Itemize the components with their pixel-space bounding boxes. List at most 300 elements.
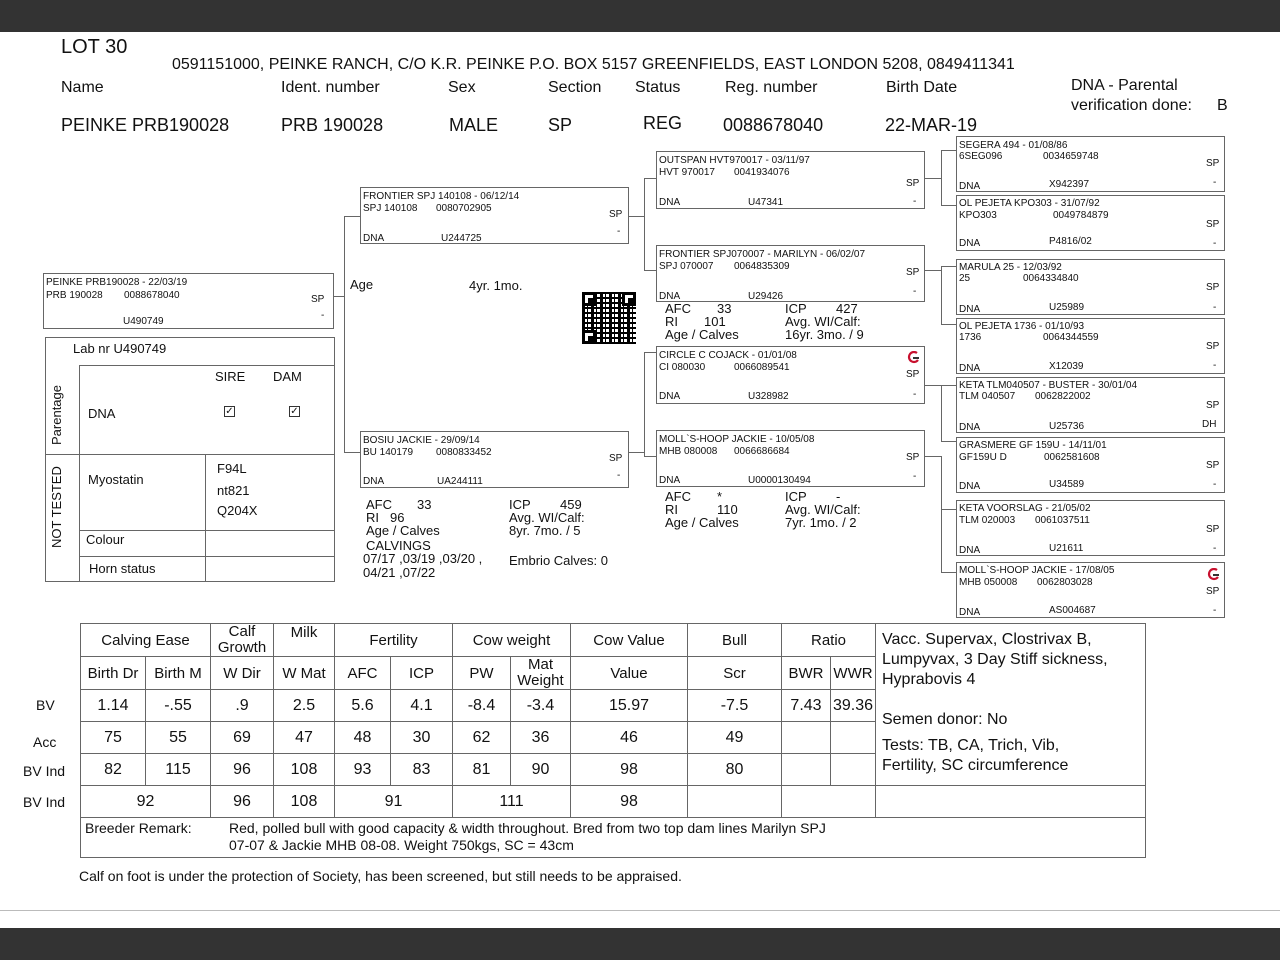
ggp-title: OL PEJETA 1736 - 01/10/93 — [959, 321, 1085, 332]
bv-cell: 15.97 — [571, 690, 688, 722]
th-weight: Weight — [517, 672, 564, 689]
connector — [941, 266, 956, 267]
bv-cell: 4.1 — [391, 690, 453, 722]
sd-afc-label: AFC — [665, 301, 691, 316]
bv-cell: -3.4 — [511, 690, 571, 722]
ggp-sp: SP — [1206, 586, 1220, 597]
th-calf: Calf — [228, 623, 256, 640]
divider — [79, 556, 335, 557]
ggp-dna: AS004687 — [1049, 605, 1096, 616]
bvind2-cell: 91 — [335, 786, 453, 818]
ggp-title: SEGERA 494 - 01/08/86 — [959, 140, 1068, 151]
dd-title: MOLL`S-HOOP JACKIE - 10/05/08 — [659, 434, 815, 445]
acc-cell: 55 — [146, 722, 211, 754]
ggp-reg: 0064344559 — [1043, 332, 1099, 343]
connector — [941, 324, 956, 325]
th-fertility: Fertility — [335, 624, 453, 657]
sire-dam-box — [656, 245, 925, 302]
sd-title: FRONTIER SPJ070007 - MARILYN - 06/02/07 — [659, 249, 866, 260]
sheet-divider — [0, 910, 1280, 911]
th-mat: Mat — [527, 656, 553, 673]
connector — [941, 441, 956, 442]
society-logo-icon — [907, 351, 920, 364]
acc-cell: 36 — [511, 722, 571, 754]
row-label-acc: Acc — [33, 734, 57, 750]
sd-icp-label: ICP — [785, 301, 807, 316]
header-dna-verified: verification done: — [1071, 97, 1192, 114]
th-milk: Milk — [274, 624, 335, 657]
connector — [941, 266, 942, 324]
ggp-id: 1736 — [959, 332, 982, 343]
dna-label: DNA — [88, 406, 116, 421]
bv-cell: -.55 — [146, 690, 211, 722]
ss-dna: U47341 — [748, 197, 784, 208]
bvind-cell: 83 — [391, 754, 453, 786]
bvind-cell: 115 — [146, 754, 211, 786]
tests-2: Fertility, SC circumference — [882, 757, 1069, 774]
sire-id: SPJ 140108 — [363, 203, 418, 214]
dd-ri-label: RI — [665, 502, 678, 517]
th-growth: Growth — [217, 639, 267, 656]
footer-note: Calf on foot is under the protection of Society, has been screened, but still needs to be appraised. — [79, 868, 682, 884]
th-afc: AFC — [335, 657, 391, 690]
dam-dam-box — [656, 430, 925, 487]
subject-id: PRB 190028 — [46, 290, 103, 301]
bvind2-cell: 111 — [453, 786, 571, 818]
ggp-dna-label: DNA — [959, 363, 981, 374]
dam-title: BOSIU JACKIE - 29/09/14 — [363, 435, 480, 446]
ggp-dash: - — [1213, 543, 1217, 554]
ggp-dna-label: DNA — [959, 545, 981, 556]
myostatin-label: Myostatin — [88, 472, 144, 487]
connector — [344, 452, 360, 453]
ggp-id: 25 — [959, 273, 971, 284]
connector — [941, 205, 956, 206]
dam-ac-label: Age / Calves — [366, 523, 440, 538]
subject-box — [43, 273, 334, 329]
dd-sp: SP — [906, 452, 920, 463]
age-label: Age — [350, 277, 374, 292]
ss-id: HVT 970017 — [659, 167, 715, 178]
th-cow-weight: Cow weight — [453, 624, 571, 657]
dam-ri: 96 — [390, 510, 405, 525]
dam-dna-label: DNA — [363, 476, 385, 487]
sd-icp: 427 — [836, 301, 858, 316]
bvind-cell: 81 — [453, 754, 511, 786]
ggp-id: KPO303 — [959, 210, 997, 221]
ggp-dash: DH — [1202, 419, 1217, 430]
divider — [79, 530, 335, 531]
sd-ac: 16yr. 3mo. / 9 — [785, 327, 864, 342]
ggp-dash: - — [1213, 302, 1217, 313]
dd-ri: 110 — [717, 502, 738, 517]
animal-birth: 22-MAR-19 — [885, 115, 978, 135]
ggp-sp: SP — [1206, 400, 1220, 411]
connector — [644, 178, 656, 179]
dd-ac: 7yr. 1mo. / 2 — [785, 515, 857, 530]
sire-dash: - — [617, 226, 621, 237]
ggp-box-6 — [956, 437, 1225, 493]
connector — [941, 150, 942, 205]
animal-name: PEINKE PRB190028 — [61, 115, 230, 135]
connector — [941, 385, 956, 386]
ggp-reg: 0049784879 — [1053, 210, 1109, 221]
ggp-reg: 0062822002 — [1035, 391, 1091, 402]
ggp-reg: 0064334840 — [1023, 273, 1079, 284]
connector — [941, 385, 942, 441]
acc-cell: 48 — [335, 722, 391, 754]
breeder-remark — [81, 818, 1146, 858]
dam-sire-box — [656, 346, 925, 404]
bv-cell: 1.14 — [81, 690, 146, 722]
row-label-bvind: BV Ind — [23, 763, 66, 779]
vacc-1: Vacc. Supervax, Clostrivax B, — [882, 631, 1092, 648]
subject-reg: 0088678040 — [124, 290, 180, 301]
myostatin-q204x: Q204X — [217, 503, 258, 518]
th-bwr: BWR — [782, 657, 831, 690]
ggp-reg: 0062581608 — [1044, 452, 1100, 463]
divider — [205, 454, 206, 582]
bvind2-cell: 96 — [211, 786, 274, 818]
connector — [644, 352, 645, 456]
th-calving-ease: Calving Ease — [81, 624, 211, 657]
dd-afc: * — [717, 489, 723, 504]
dam-afc-label: AFC — [366, 497, 392, 512]
dam-embrio: Embrio Calves: 0 — [509, 553, 608, 568]
ggp-title: MARULA 25 - 12/03/92 — [959, 262, 1062, 273]
ggp-dna-label: DNA — [959, 422, 981, 433]
vacc-2: Lumpyvax, 3 Day Stiff sickness, — [882, 651, 1108, 668]
divider — [79, 365, 80, 582]
myostatin-f94l: F94L — [217, 461, 247, 476]
ds-sp: SP — [906, 369, 920, 380]
sire-sp: SP — [609, 209, 623, 220]
bvind-cell — [831, 754, 876, 786]
dam-icp: 459 — [560, 497, 582, 512]
bv-cell: 7.43 — [782, 690, 831, 722]
connector — [344, 216, 345, 452]
sd-avg-label: Avg. WI/Calf: — [785, 314, 861, 329]
sd-id: SPJ 070007 — [659, 261, 714, 272]
ggp-dna-label: DNA — [959, 304, 981, 315]
colour-label: Colour — [86, 532, 125, 547]
bvind-cell: 80 — [688, 754, 782, 786]
sire-sire-box — [656, 151, 925, 209]
bv-cell: 39.36 — [831, 690, 876, 722]
sire-dna-label: DNA — [363, 233, 385, 244]
connector — [644, 352, 656, 353]
sire-reg: 0080702905 — [436, 203, 492, 214]
bv-cell: -7.5 — [688, 690, 782, 722]
ds-reg: 0066089541 — [734, 362, 790, 373]
dam-dna-checkbox — [289, 406, 300, 417]
age-value: 4yr. 1mo. — [469, 278, 523, 293]
ggp-box-3 — [956, 259, 1225, 315]
ggp-dash: - — [1213, 177, 1217, 188]
ggp-sp: SP — [1206, 524, 1220, 535]
dd-dna: U0000130494 — [748, 475, 811, 486]
bv-cell: .9 — [211, 690, 274, 722]
sire-dna: U244725 — [441, 233, 482, 244]
qr-code — [582, 292, 636, 344]
th-cow-value: Cow Value — [571, 624, 688, 657]
dna-verified-value: B — [1217, 97, 1228, 114]
connector — [941, 572, 956, 573]
dam-ri-label: RI — [366, 510, 379, 525]
th-calf-growth — [211, 624, 274, 657]
acc-cell: 62 — [453, 722, 511, 754]
acc-cell: 49 — [688, 722, 782, 754]
th-icp: ICP — [391, 657, 453, 690]
ds-title: CIRCLE C COJACK - 01/01/08 — [659, 350, 797, 361]
acc-cell — [831, 722, 876, 754]
ss-sp: SP — [906, 178, 920, 189]
connector — [925, 385, 941, 386]
ggp-box-1 — [956, 136, 1225, 192]
sd-sp: SP — [906, 267, 920, 278]
sd-reg: 0064835309 — [734, 261, 790, 272]
bvind-cell: 98 — [571, 754, 688, 786]
ggp-title: GRASMERE GF 159U - 14/11/01 — [959, 440, 1107, 451]
dam-id: BU 140179 — [363, 447, 414, 458]
dd-icp-label: ICP — [785, 489, 807, 504]
connector — [644, 178, 645, 270]
acc-cell: 47 — [274, 722, 335, 754]
header-status: Status — [635, 79, 681, 96]
ggp-dna-label: DNA — [959, 607, 981, 618]
bvind-cell — [782, 754, 831, 786]
lab-number: Lab nr U490749 — [73, 341, 167, 356]
dam-reg: 0080833452 — [436, 447, 492, 458]
ggp-box-5 — [956, 377, 1225, 433]
subject-title: PEINKE PRB190028 - 22/03/19 — [46, 277, 188, 288]
dam-box — [360, 431, 629, 488]
ggp-title: KETA TLM040507 - BUSTER - 30/01/04 — [959, 380, 1138, 391]
ggp-id: TLM 040507 — [959, 391, 1016, 402]
ggp-dna-label: DNA — [959, 481, 981, 492]
bvind-cell: 108 — [274, 754, 335, 786]
check-icon: ✓ — [225, 406, 234, 417]
ggp-id: MHB 050008 — [959, 577, 1018, 588]
sd-dna: U29426 — [748, 291, 784, 302]
bvind2-cell — [782, 786, 876, 818]
connector — [629, 452, 644, 453]
not-tested-vertical-label: NOT TESTED — [49, 466, 64, 548]
connector — [925, 178, 941, 179]
sd-ri: 101 — [704, 314, 726, 329]
ggp-dash: - — [1213, 605, 1217, 616]
ggp-box-8 — [956, 562, 1225, 618]
connector — [644, 270, 656, 271]
animal-sex: MALE — [449, 115, 499, 135]
dam-dna: UA244111 — [437, 476, 483, 487]
vacc-3: Hyprabovis 4 — [882, 671, 976, 688]
ggp-dash: - — [1213, 479, 1217, 490]
sd-dna-label: DNA — [659, 291, 681, 302]
ggp-title: OL PEJETA KPO303 - 31/07/92 — [959, 198, 1100, 209]
acc-cell: 75 — [81, 722, 146, 754]
ggp-reg: 0062803028 — [1037, 577, 1093, 588]
acc-cell — [782, 722, 831, 754]
th-mat-weight — [511, 657, 571, 690]
divider — [45, 454, 335, 455]
sire-label: SIRE — [215, 369, 246, 384]
bvind2-cell — [688, 786, 782, 818]
ggp-dna-label: DNA — [959, 181, 981, 192]
dam-ac: 8yr. 7mo. / 5 — [509, 523, 581, 538]
dd-afc-label: AFC — [665, 489, 691, 504]
dd-id: MHB 080008 — [659, 446, 718, 457]
dam-afc: 33 — [417, 497, 432, 512]
subject-sp: SP — [311, 294, 325, 305]
bvind2-cell: 92 — [81, 786, 211, 818]
header-birth: Birth Date — [886, 79, 958, 96]
semen-donor: Semen donor: No — [882, 711, 1008, 728]
bvind-cell: 96 — [211, 754, 274, 786]
bvind2-cell: 108 — [274, 786, 335, 818]
th-w-dir: W Dir — [211, 657, 274, 690]
th-scr: Scr — [688, 657, 782, 690]
ds-dna: U328982 — [748, 391, 789, 402]
ebv-table — [80, 623, 1146, 858]
society-logo-icon — [1207, 568, 1220, 581]
dam-sp: SP — [609, 453, 623, 464]
myostatin-nt821: nt821 — [217, 483, 250, 498]
dd-reg: 0066686684 — [734, 446, 790, 457]
ggp-id: TLM 020003 — [959, 515, 1016, 526]
vaccination-notes — [876, 624, 1146, 786]
connector — [629, 216, 644, 217]
dam-avg-label: Avg. WI/Calf: — [509, 510, 585, 525]
row-label-bvind-2: BV Ind — [23, 794, 66, 810]
connector — [941, 456, 942, 572]
acc-cell: 46 — [571, 722, 688, 754]
ggp-sp: SP — [1206, 460, 1220, 471]
ggp-reg: 0061037511 — [1035, 515, 1090, 526]
top-bar — [0, 0, 1280, 32]
dd-avg-label: Avg. WI/Calf: — [785, 502, 861, 517]
dam-dash: - — [617, 470, 621, 481]
ds-id: CI 080030 — [659, 362, 706, 373]
bvind-cell: 90 — [511, 754, 571, 786]
dd-icp: - — [836, 489, 841, 504]
connector — [925, 270, 941, 271]
remark-line-1: Red, polled bull with good capacity & width throughout. Bred from two top dam lines Marilyn SPJ — [229, 820, 826, 836]
dam-calvings-label: CALVINGS — [366, 538, 431, 553]
ggp-title: MOLL`S-HOOP JACKIE - 17/08/05 — [959, 565, 1115, 576]
breeder-address: 0591151000, PEINKE RANCH, C/O K.R. PEINKE P.O. BOX 5157 GREENFIELDS, EAST LONDON 5208, 0849411341 — [172, 56, 1015, 73]
th-w-mat: W Mat — [274, 657, 335, 690]
row-label-bv: BV — [36, 697, 55, 713]
sd-ac-label: Age / Calves — [665, 327, 739, 342]
bvind2-cell: 98 — [571, 786, 688, 818]
sd-ri-label: RI — [665, 314, 678, 329]
bv-cell: -8.4 — [453, 690, 511, 722]
ggp-dash: - — [1213, 360, 1217, 371]
ggp-dna: U21611 — [1049, 543, 1084, 554]
subject-dash: - — [321, 310, 325, 321]
sd-dash: - — [913, 286, 917, 297]
bottom-bar — [0, 928, 1280, 960]
sire-box — [360, 187, 629, 244]
ss-dna-label: DNA — [659, 197, 681, 208]
ggp-dna: X12039 — [1049, 361, 1084, 372]
header-ident: Ident. number — [281, 79, 380, 96]
header-section: Section — [548, 79, 602, 96]
bvind-cell: 93 — [335, 754, 391, 786]
sire-dna-checkbox — [224, 406, 235, 417]
dam-icp-label: ICP — [509, 497, 531, 512]
ggp-box-4 — [956, 318, 1225, 374]
animal-section: SP — [548, 115, 573, 135]
th-value: Value — [571, 657, 688, 690]
dd-dash: - — [913, 471, 917, 482]
ds-dna-label: DNA — [659, 391, 681, 402]
divider — [79, 365, 335, 366]
animal-reg: 0088678040 — [723, 115, 824, 135]
ggp-sp: SP — [1206, 158, 1220, 169]
ggp-box-7 — [956, 500, 1225, 556]
bvind-cell: 82 — [81, 754, 146, 786]
dam-label: DAM — [273, 369, 302, 384]
dam-calvings-2: 04/21 ,07/22 — [363, 565, 436, 580]
th-birth-dr: Birth Dr — [81, 657, 146, 690]
ggp-id: GF159U D — [959, 452, 1007, 463]
dam-calvings-1: 07/17 ,03/19 ,03/20 , — [363, 551, 483, 566]
dd-ac-label: Age / Calves — [665, 515, 739, 530]
ggp-reg: 0034659748 — [1043, 151, 1099, 162]
dd-dna-label: DNA — [659, 475, 681, 486]
parentage-vertical-label: Parentage — [49, 385, 64, 445]
ggp-dna-label: DNA — [959, 238, 981, 249]
tests-1: Tests: TB, CA, Trich, Vib, — [882, 737, 1060, 754]
sd-afc: 33 — [717, 301, 732, 316]
animal-status: REG — [643, 113, 683, 133]
ss-reg: 0041934076 — [734, 167, 790, 178]
th-bull: Bull — [688, 624, 782, 657]
acc-cell: 69 — [211, 722, 274, 754]
check-icon: ✓ — [290, 406, 299, 417]
ggp-sp: SP — [1206, 341, 1220, 352]
header-name: Name — [61, 79, 104, 96]
header-dna: DNA - Parental — [1071, 77, 1178, 94]
ggp-dna: U25989 — [1049, 302, 1085, 313]
remark-label: Breeder Remark: — [85, 820, 192, 836]
connector — [925, 456, 941, 457]
ss-dash: - — [913, 196, 917, 207]
acc-cell: 30 — [391, 722, 453, 754]
remark-line-2: 07-07 & Jackie MHB 08-08. Weight 750kgs, SC = 43cm — [229, 837, 574, 853]
th-birth-m: Birth M — [146, 657, 211, 690]
connector — [334, 296, 344, 297]
connector — [941, 150, 956, 151]
horn-label: Horn status — [89, 561, 156, 576]
connector — [941, 509, 956, 510]
th-ratio: Ratio — [782, 624, 876, 657]
connector — [644, 456, 656, 457]
bv-cell: 2.5 — [274, 690, 335, 722]
ss-title: OUTSPAN HVT970017 - 03/11/97 — [659, 155, 810, 166]
header-sex: Sex — [448, 79, 476, 96]
lot-number: LOT 30 — [61, 36, 128, 58]
animal-ident: PRB 190028 — [281, 115, 384, 135]
ggp-sp: SP — [1206, 282, 1220, 293]
header-reg: Reg. number — [725, 79, 818, 96]
bv-cell: 5.6 — [335, 690, 391, 722]
ds-dash: - — [913, 389, 917, 400]
ggp-dna: U25736 — [1049, 421, 1085, 432]
ggp-box-2 — [956, 195, 1225, 251]
